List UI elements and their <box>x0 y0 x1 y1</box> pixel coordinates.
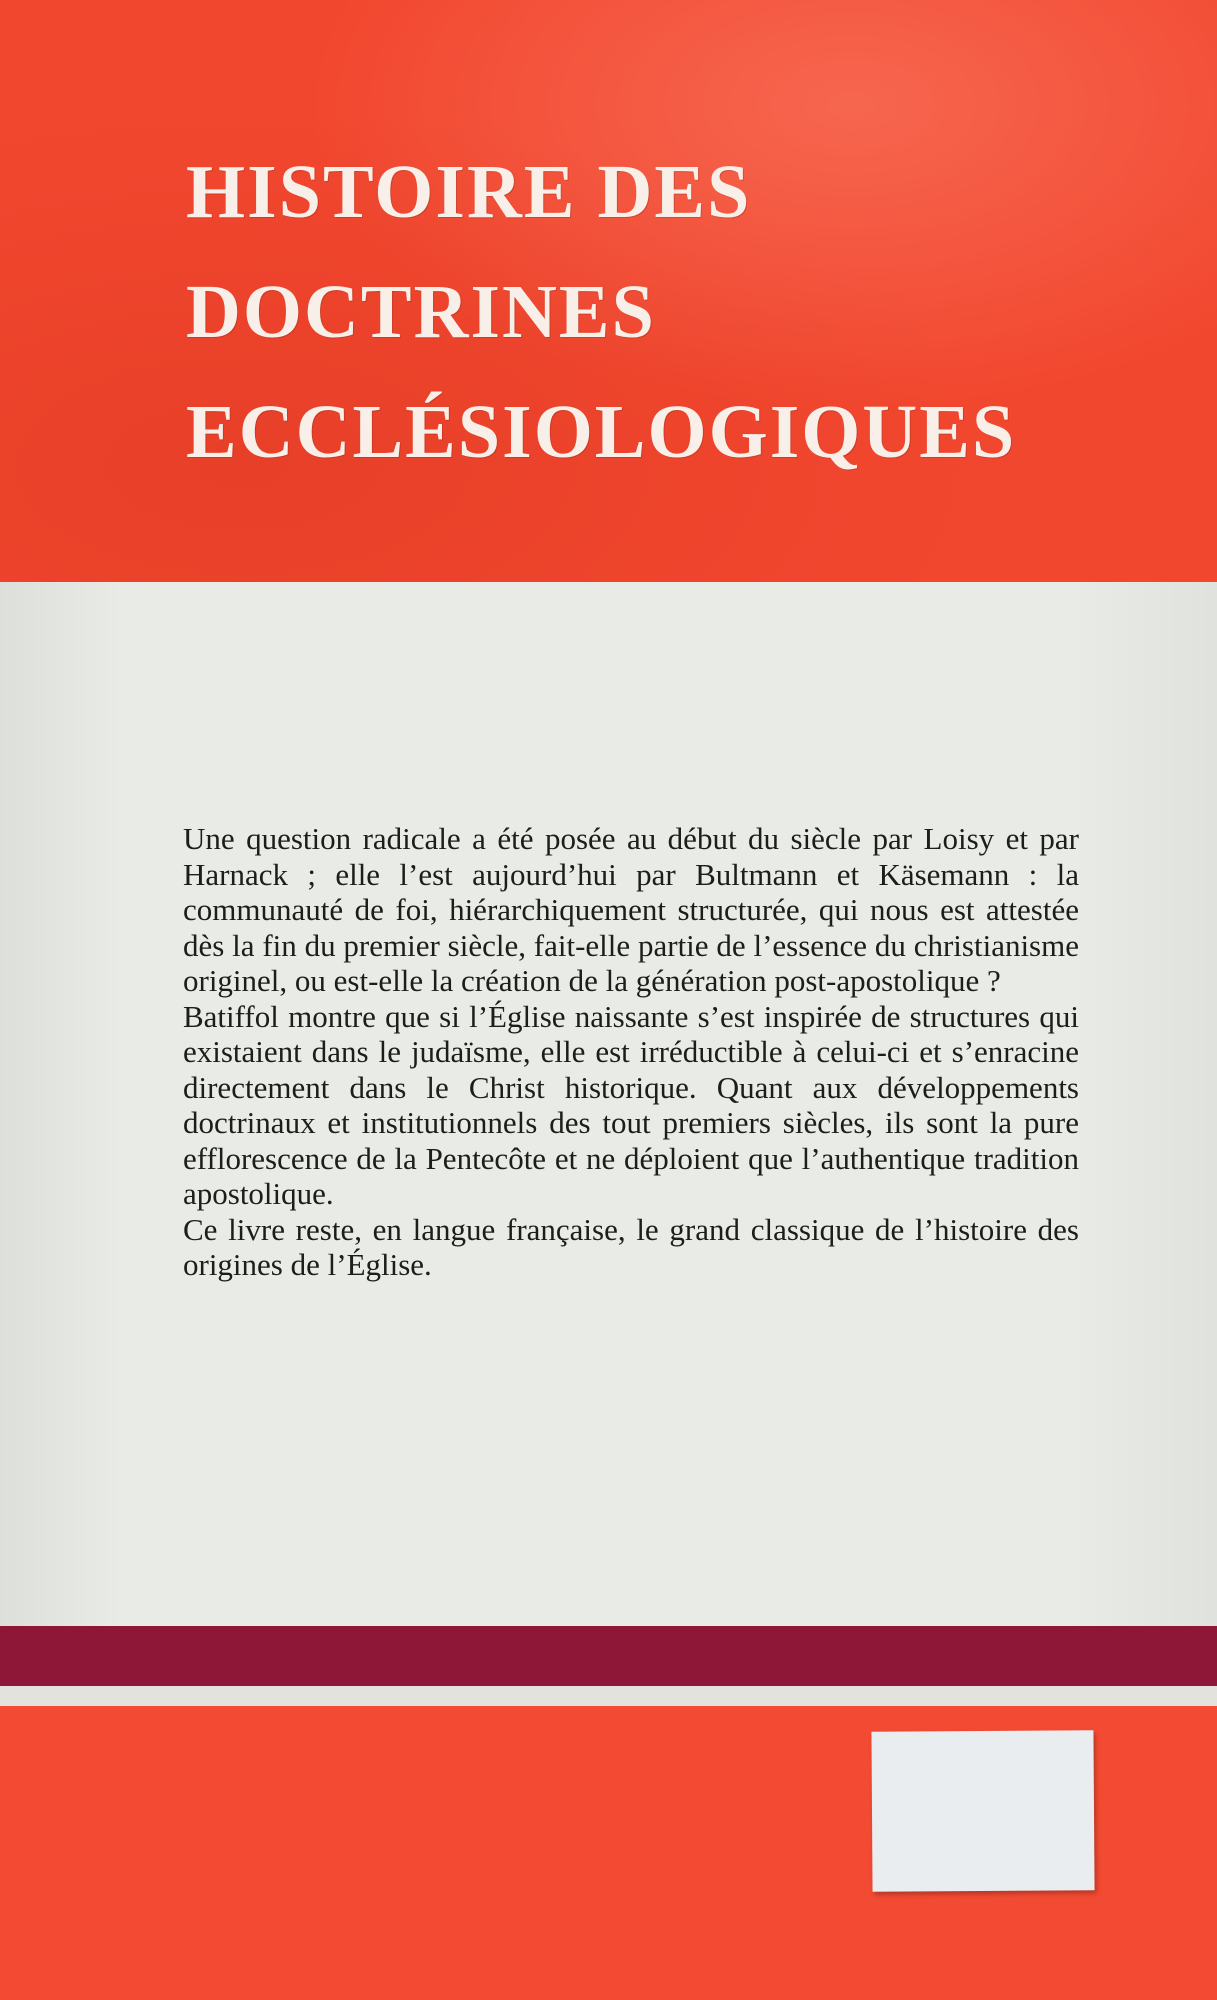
top-red-band <box>0 0 1217 582</box>
pale-stripe <box>0 1686 1217 1706</box>
title-line-1: HISTOIRE DES <box>186 150 752 234</box>
blurb-paragraph-3: Ce livre reste, en langue française, le grand classique de l’histoire des origines de l’Église. <box>183 1211 1079 1282</box>
book-title <box>186 132 1086 492</box>
maroon-stripe <box>0 1626 1217 1686</box>
back-cover-blurb <box>183 821 1079 1283</box>
title-line-3: ECCLÉSIOLOGIQUES <box>186 390 1017 474</box>
blurb-paragraph-1: Une question radicale a été posée au début du siècle par Loisy et par Harnack ; elle l’est aujourd’hui par Bultmann et Käsemann : la communauté de foi, hiérarchiquement structurée, qui nous est attestée dès la fin du premier siècle, fait-elle partie de l’essence du christianisme originel, ou est-elle la création de la génération post-apostolique ? <box>183 821 1079 998</box>
title-line-2: DOCTRINES <box>186 270 656 354</box>
blurb-paragraph-2: Batiffol montre que si l’Église naissante s’est inspirée de structures qui existaient dans le judaïsme, elle est irréductible à celui-ci et s’enracine directement dans le Christ historique. Quant aux développements doctrinaux et institutionnels des tout premiers siècles, ils sont la pure efflorescence de la Pentecôte et ne déploient que l’authentique tradition apostolique. <box>183 998 1079 1211</box>
blank-label-sticker <box>871 1730 1094 1892</box>
